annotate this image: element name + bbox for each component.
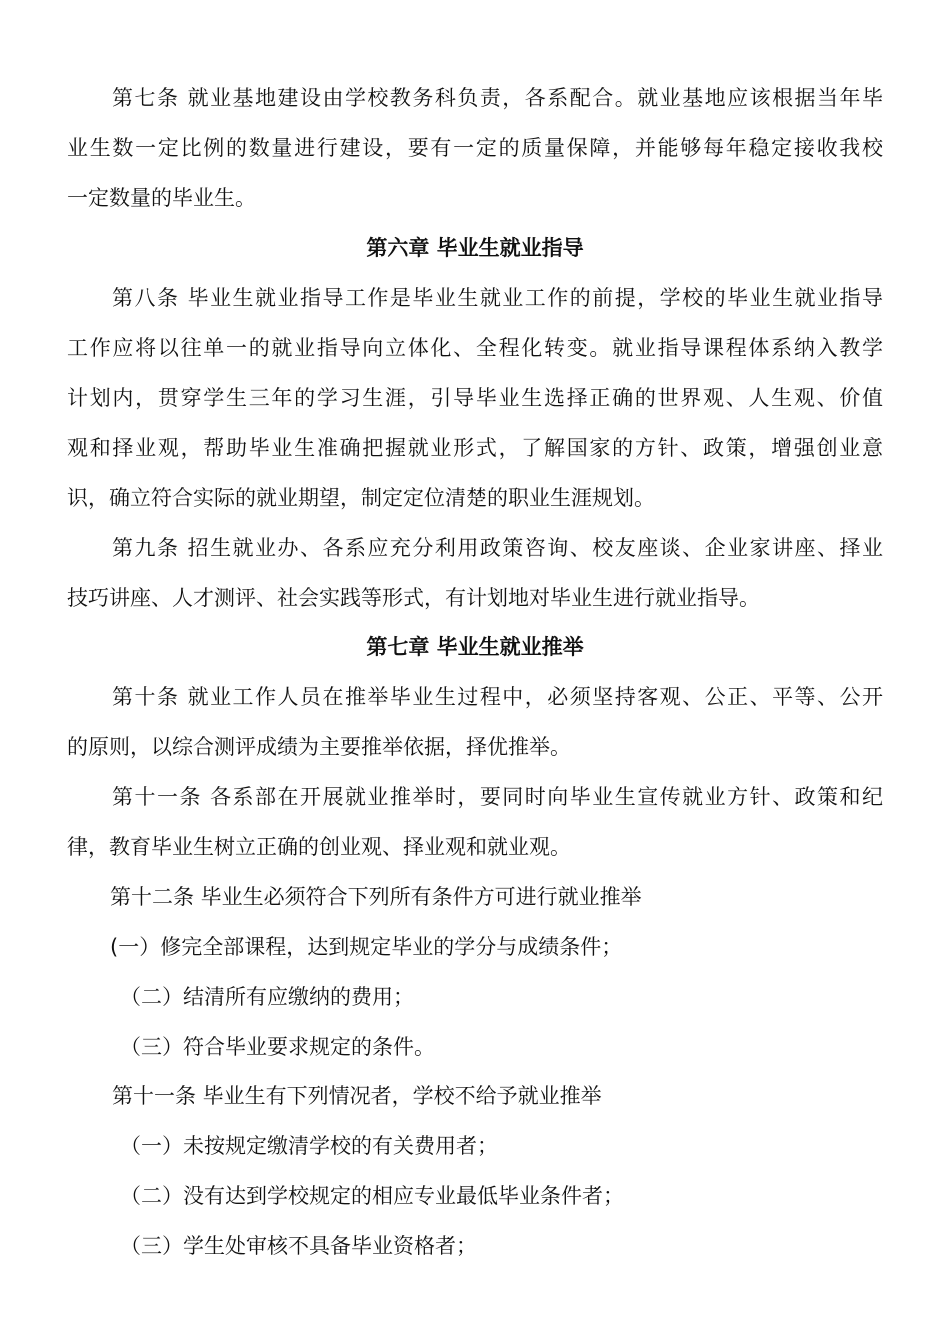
chapter7-heading: 第七章 毕业生就业推举 [366, 635, 584, 659]
article10-line-1: 第十条 就业工作人员在推举毕业生过程中，必须坚持客观、公正、平等、公开 [112, 685, 883, 709]
article11b-item-1: （一）未按规定缴清学校的有关费用者； [120, 1134, 498, 1158]
article11b-item-3: （三）学生处审核不具备毕业资格者； [120, 1234, 477, 1258]
article8-line-5: 识，确立符合实际的就业期望，制定定位清楚的职业生涯规划。 [67, 486, 655, 510]
article11b-item-2: （二）没有达到学校规定的相应专业最低毕业条件者； [120, 1184, 624, 1208]
article9-line-2: 技巧讲座、人才测评、社会实践等形式，有计划地对毕业生进行就业指导。 [67, 586, 760, 610]
article7-line-3: 一定数量的毕业生。 [67, 186, 256, 210]
article7-line-1: 第七条 就业基地建设由学校教务科负责，各系配合。就业基地应该根据当年毕 [112, 86, 883, 110]
article8-line-4: 观和择业观，帮助毕业生准确把握就业形式，了解国家的方针、政策，增强创业意 [67, 436, 883, 460]
article7-line-2: 业生数一定比例的数量进行建设，要有一定的质量保障，并能够每年稳定接收我校 [67, 136, 883, 160]
article11a-line-2: 律，教育毕业生树立正确的创业观、择业观和就业观。 [67, 835, 571, 859]
article9-line-1: 第九条 招生就业办、各系应充分利用政策咨询、校友座谈、企业家讲座、择业 [112, 536, 883, 560]
article12-item-2: （二）结清所有应缴纳的费用； [120, 985, 414, 1009]
article8-line-2: 工作应将以往单一的就业指导向立体化、全程化转变。就业指导课程体系纳入教学 [67, 336, 883, 360]
article11a-line-1: 第十一条 各系部在开展就业推举时，要同时向毕业生宣传就业方针、政策和纪 [112, 785, 883, 809]
chapter6-heading: 第六章 毕业生就业指导 [366, 236, 584, 260]
article10-line-2: 的原则，以综合测评成绩为主要推举依据，择优推举。 [67, 735, 571, 759]
article11b-intro: 第十一条 毕业生有下列情况者，学校不给予就业推举 [112, 1084, 602, 1108]
article12-item-1: (一）修完全部课程，达到规定毕业的学分与成绩条件； [110, 935, 623, 959]
article12-item-3: （三）符合毕业要求规定的条件。 [120, 1035, 435, 1059]
article8-line-1: 第八条 毕业生就业指导工作是毕业生就业工作的前提，学校的毕业生就业指导 [112, 286, 883, 310]
article12-intro: 第十二条 毕业生必须符合下列所有条件方可进行就业推举 [110, 885, 642, 909]
article8-line-3: 计划内，贯穿学生三年的学习生涯，引导毕业生选择正确的世界观、人生观、价值 [67, 386, 883, 410]
